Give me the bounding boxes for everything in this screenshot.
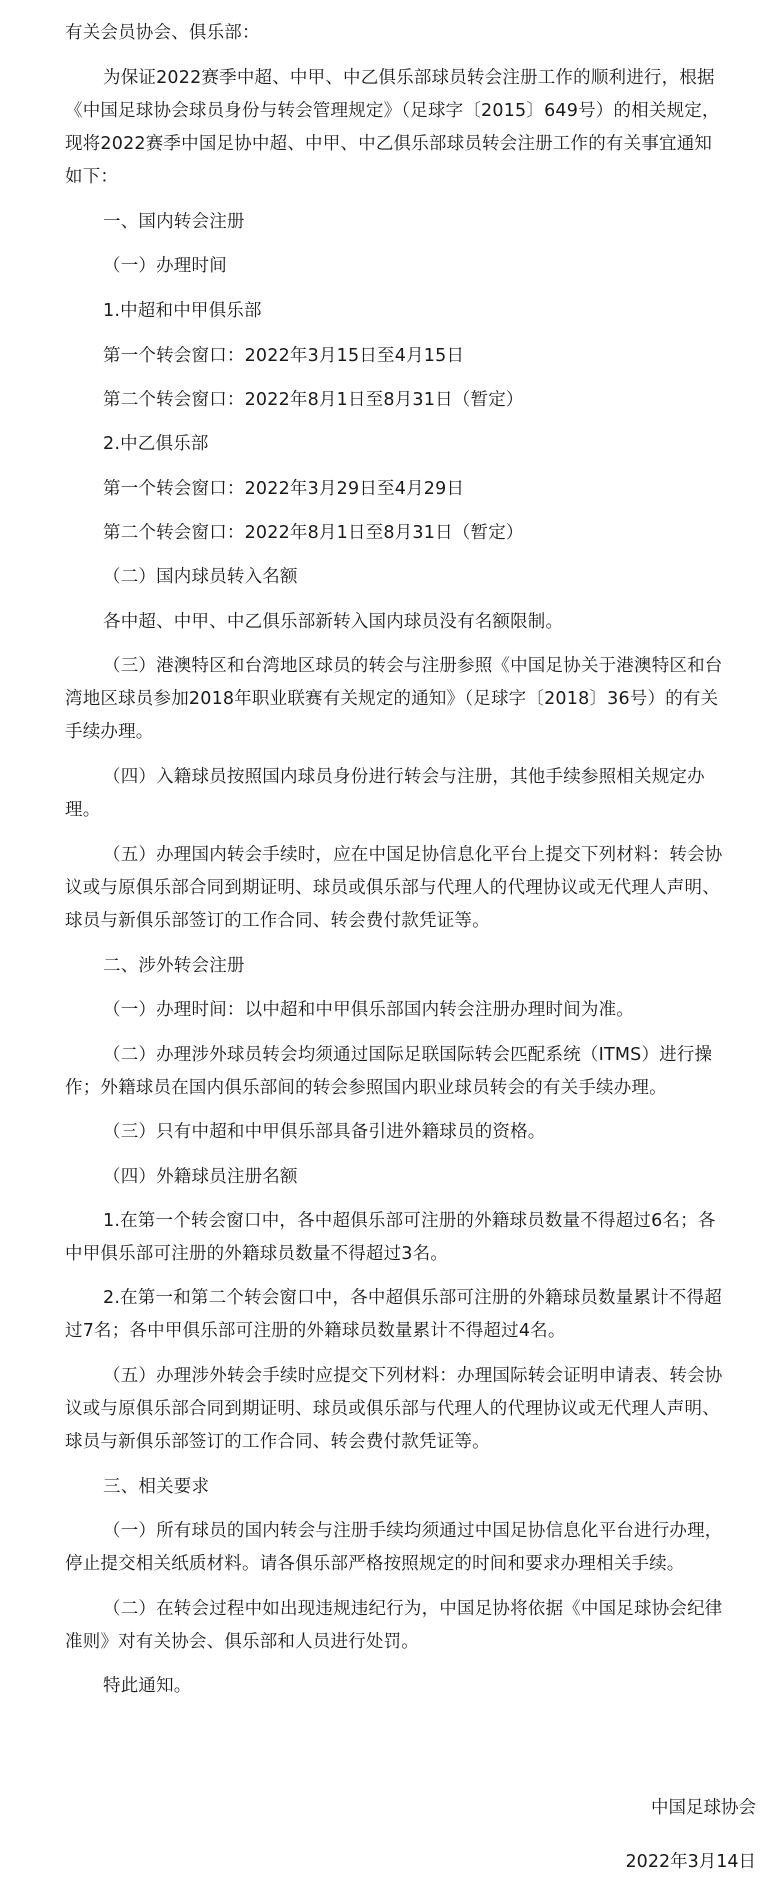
- signature: 中国足球协会: [651, 1798, 756, 1818]
- salutation: 有关会员协会、俱乐部：: [65, 23, 260, 43]
- section-1-1-b: 2.中乙俱乐部: [103, 434, 209, 454]
- section-2-4-2: [65, 1282, 759, 1348]
- paragraph-line: （三）港澳特区和台湾地区球员的转会与注册参照《中国足协关于港澳特区和台: [103, 656, 723, 676]
- section-2-2: [65, 1039, 759, 1105]
- paragraph-line: 理。: [65, 800, 101, 820]
- paragraph-line: 作；外籍球员在国内俱乐部间的转会参照国内职业球员转会的有关手续办理。: [65, 1078, 667, 1098]
- section-1-5: [65, 839, 759, 938]
- paragraph-line: 湾地区球员参加2018年职业联赛有关规定的通知》（足球字〔2018〕36号）的有关: [65, 689, 719, 709]
- section-1-1-a: 1.中超和中甲俱乐部: [103, 301, 262, 321]
- paragraph-line: 议或与原俱乐部合同到期证明、球员或俱乐部与代理人的代理协议或无代理人声明、: [65, 1399, 720, 1419]
- section-1-1-b-window-1: 第一个转会窗口：2022年3月29日至4月29日: [103, 479, 465, 499]
- section-2-1: （一）办理时间：以中超和中甲俱乐部国内转会注册办理时间为准。: [103, 1000, 634, 1020]
- paragraph-line: 准则》对有关协会、俱乐部和人员进行处罚。: [65, 1632, 419, 1652]
- section-2-5: [65, 1360, 759, 1459]
- section-2-4-title: （四）外籍球员注册名额: [103, 1167, 298, 1187]
- section-1-1-a-window-1: 第一个转会窗口：2022年3月15日至4月15日: [103, 346, 465, 366]
- section-3-2: [65, 1593, 759, 1659]
- intro-line: 如下：: [65, 167, 119, 187]
- section-2-4-1: [65, 1205, 759, 1271]
- intro-paragraph: [65, 62, 759, 194]
- paragraph-line: 球员与新俱乐部签订的工作合同、转会费付款凭证等。: [65, 911, 490, 931]
- paragraph-line: 2.在第一和第二个转会窗口中，各中超俱乐部可注册的外籍球员数量累计不得超: [103, 1288, 722, 1308]
- section-1-title: 一、国内转会注册: [103, 212, 245, 232]
- paragraph-line: 球员与新俱乐部签订的工作合同、转会费付款凭证等。: [65, 1432, 490, 1452]
- paragraph-line: （四）入籍球员按照国内球员身份进行转会与注册，其他手续参照相关规定办: [103, 767, 705, 787]
- paragraph-line: 停止提交相关纸质材料。请各俱乐部严格按照规定的时间和要求办理相关手续。: [65, 1554, 685, 1574]
- paragraph-line: （二）在转会过程中如出现违规违纪行为，中国足协将依据《中国足球协会纪律: [103, 1599, 723, 1619]
- paragraph-line: （二）办理涉外球员转会均须通过国际足联国际转会匹配系统（ITMS）进行操: [103, 1045, 713, 1065]
- paragraph-line: （一）所有球员的国内转会与注册手续均须通过中国足协信息化平台进行办理，: [103, 1521, 723, 1541]
- paragraph-line: 过7名；各中甲俱乐部可注册的外籍球员数量累计不得超过4名。: [65, 1321, 566, 1341]
- section-1-2-title: （二）国内球员转入名额: [103, 567, 298, 587]
- intro-line: 《中国足球协会球员身份与转会管理规定》（足球字〔2015〕649号）的相关规定，: [65, 101, 720, 121]
- section-1-1-a-window-2: 第二个转会窗口：2022年8月1日至8月31日（暂定）: [103, 390, 524, 410]
- paragraph-line: 1.在第一个转会窗口中，各中超俱乐部可注册的外籍球员数量不得超过6名；各: [103, 1211, 716, 1231]
- paragraph-line: （五）办理国内转会手续时，应在中国足协信息化平台上提交下列材料：转会协: [103, 845, 723, 865]
- intro-line: 现将2022赛季中国足协中超、中甲、中乙俱乐部球员转会注册工作的有关事宜通知: [65, 134, 713, 154]
- section-3-1: [65, 1515, 759, 1581]
- paragraph-line: 手续办理。: [65, 722, 154, 742]
- closing: 特此通知。: [103, 1676, 192, 1696]
- section-3-title: 三、相关要求: [103, 1477, 210, 1497]
- section-1-4: [65, 761, 759, 827]
- paragraph-line: 中甲俱乐部可注册的外籍球员数量不得超过3名。: [65, 1244, 449, 1264]
- section-1-2-text: 各中超、中甲、中乙俱乐部新转入国内球员没有名额限制。: [103, 612, 564, 632]
- intro-line: 为保证2022赛季中超、中甲、中乙俱乐部球员转会注册工作的顺利进行，根据: [103, 68, 715, 88]
- section-2-3: （三）只有中超和中甲俱乐部具备引进外籍球员的资格。: [103, 1122, 546, 1142]
- section-1-1-title: （一）办理时间: [103, 256, 227, 276]
- section-1-1-b-window-2: 第二个转会窗口：2022年8月1日至8月31日（暂定）: [103, 523, 524, 543]
- paragraph-line: 议或与原俱乐部合同到期证明、球员或俱乐部与代理人的代理协议或无代理人声明、: [65, 878, 720, 898]
- paragraph-line: （五）办理涉外转会手续时应提交下列材料：办理国际转会证明申请表、转会协: [103, 1366, 723, 1386]
- section-1-3: [65, 650, 759, 749]
- date: 2022年3月14日: [625, 1852, 756, 1872]
- section-2-title: 二、涉外转会注册: [103, 956, 245, 976]
